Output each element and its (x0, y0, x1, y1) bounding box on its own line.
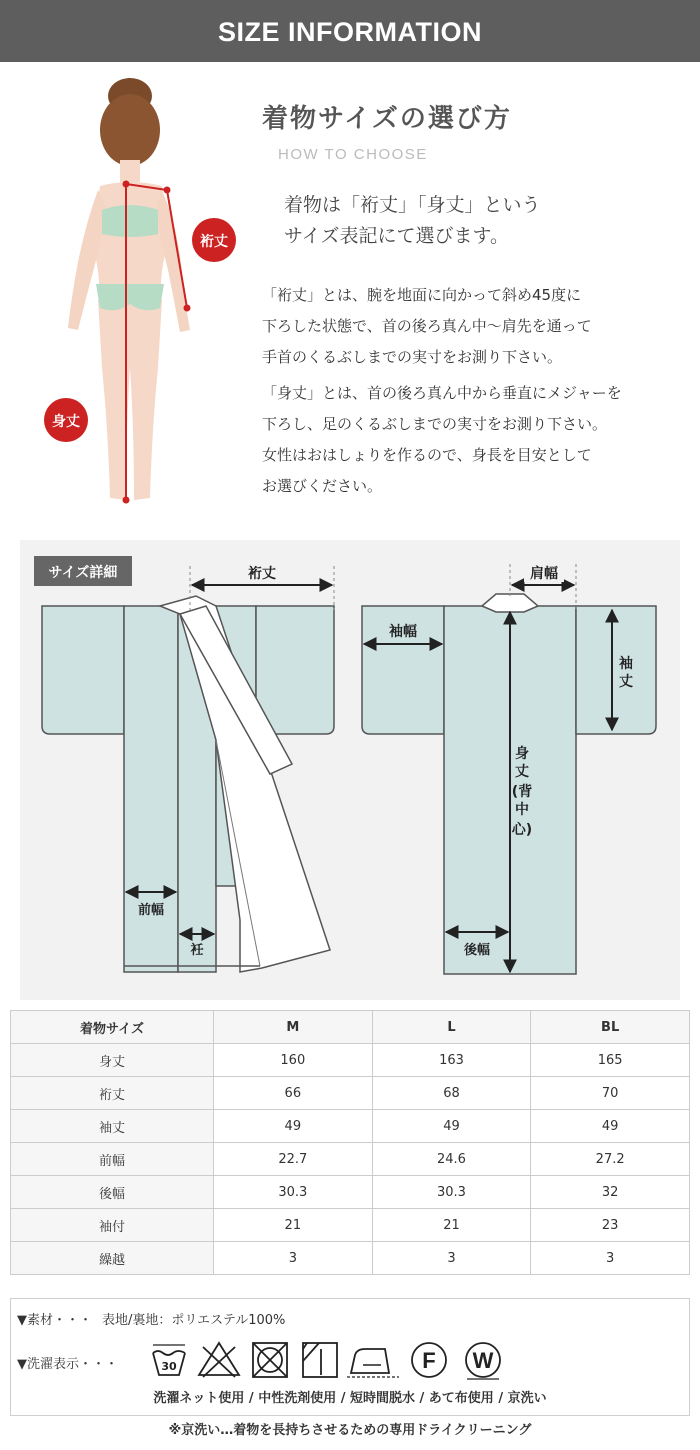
column-header: BL (531, 1011, 690, 1044)
section-title: 着物サイズの選び方 (262, 104, 512, 134)
kyo-arai-note: ※京洗い…着物を長持ちさせるための専用ドライクリーニング (168, 1423, 532, 1438)
table-cell: 32 (531, 1176, 690, 1209)
table-cell: 70 (531, 1077, 690, 1110)
wash-tub-icon (153, 1345, 185, 1375)
table-row (11, 1077, 690, 1110)
lead-line: 着物は「裄丈」「身丈」という (284, 194, 541, 216)
line-dry-shade-icon (303, 1343, 337, 1377)
description-line: 「裄丈」とは、腕を地面に向かって斜め45度に (262, 286, 582, 304)
iron-with-cloth-icon (347, 1349, 399, 1377)
table-header-row (11, 1011, 690, 1044)
row-label: 袖丈 (11, 1110, 214, 1143)
label-yukitake: 裄丈 (248, 566, 276, 582)
dry-clean-letter: F (422, 1348, 436, 1373)
table-cell: 160 (214, 1044, 373, 1077)
label-mitake-5: 心) (511, 822, 533, 838)
material-label: ▼素材・・・ (17, 1313, 92, 1328)
no-bleach-icon (199, 1343, 239, 1377)
care-instructions: 洗濯ネット使用 / 中性洗剤使用 / 短時間脱水 / あて布使用 / 京洗い (153, 1391, 547, 1406)
table-row (11, 1242, 690, 1275)
description-line: 下ろし、足のくるぶしまでの実寸をお測り下さい。 (262, 415, 608, 433)
table-cell: 30.3 (214, 1176, 373, 1209)
table-row (11, 1044, 690, 1077)
description-line: 手首のくるぶしまでの実寸をお測り下さい。 (262, 348, 563, 366)
body-figure-illustration (40, 68, 240, 528)
care-info-box (10, 1298, 690, 1416)
table-cell: 3 (372, 1242, 531, 1275)
badge-mitake: 身丈 (52, 414, 80, 430)
wash-temperature: 30 (161, 1360, 177, 1373)
column-header: M (214, 1011, 373, 1044)
table-cell: 30.3 (372, 1176, 531, 1209)
table-cell: 165 (531, 1044, 690, 1077)
wet-clean-w-icon (466, 1343, 500, 1379)
label-maehaba: 前幅 (137, 903, 165, 918)
table-cell: 3 (214, 1242, 373, 1275)
lead-line: サイズ表記にて選びます。 (284, 225, 509, 247)
care-symbols (149, 1339, 549, 1383)
table-cell: 68 (372, 1077, 531, 1110)
table-cell: 3 (531, 1242, 690, 1275)
label-mitake-1: 身 (515, 746, 529, 762)
table-cell: 27.2 (531, 1143, 690, 1176)
description-line: 「身丈」とは、首の後ろ真ん中から垂直にメジャーを (262, 384, 622, 402)
material-row (17, 1309, 285, 1328)
table-row (11, 1176, 690, 1209)
table-row (11, 1143, 690, 1176)
description-line: 女性はおはしょりを作るので、身長を目安として (262, 446, 592, 464)
wash-label: ▼洗濯表示・・・ (17, 1357, 118, 1372)
row-label: 袖付 (11, 1209, 214, 1242)
row-label: 裄丈 (11, 1077, 214, 1110)
row-label: 前幅 (11, 1143, 214, 1176)
table-cell: 66 (214, 1077, 373, 1110)
table-cell: 24.6 (372, 1143, 531, 1176)
kimono-size-diagram (20, 540, 680, 1000)
badge-yukitake: 裄丈 (200, 234, 228, 250)
table-cell: 21 (214, 1209, 373, 1242)
size-table (10, 1010, 690, 1275)
table-cell: 22.7 (214, 1143, 373, 1176)
material-value: 表地/裏地：ポリエステル100% (102, 1313, 286, 1328)
table-cell: 49 (531, 1110, 690, 1143)
row-label: 繰越 (11, 1242, 214, 1275)
row-label: 身丈 (11, 1044, 214, 1077)
table-cell: 23 (531, 1209, 690, 1242)
label-mitake-3: (背 (511, 784, 533, 800)
table-row (11, 1110, 690, 1143)
mitake-description (262, 378, 622, 502)
column-header: L (372, 1011, 531, 1044)
yukitake-description (262, 280, 592, 373)
description-line: 下ろした状態で、首の後ろ真ん中〜肩先を通って (262, 317, 592, 335)
table-row (11, 1209, 690, 1242)
section-subtitle: HOW TO CHOOSE (278, 146, 428, 163)
wet-clean-letter: W (472, 1348, 494, 1373)
banner-title: SIZE INFORMATION (218, 17, 482, 47)
label-mitake-4: 中 (515, 802, 529, 818)
label-mitake-2: 丈 (515, 764, 529, 780)
label-katahaba: 肩幅 (530, 566, 558, 582)
label-okumi: 衽 (190, 943, 204, 958)
label-sodetake-2: 丈 (619, 674, 633, 690)
label-sodehaba: 袖幅 (389, 624, 417, 640)
table-cell: 163 (372, 1044, 531, 1077)
dry-clean-f-icon (412, 1343, 446, 1377)
description-line: お選びください。 (262, 477, 383, 495)
column-header: 着物サイズ (11, 1011, 214, 1044)
label-ushirohaba: 後幅 (463, 943, 491, 958)
row-label: 後幅 (11, 1176, 214, 1209)
diagram-tag: サイズ詳細 (48, 565, 118, 581)
table-cell: 21 (372, 1209, 531, 1242)
no-tumble-dry-icon (253, 1343, 287, 1377)
label-sodetake-1: 袖 (619, 656, 633, 672)
table-cell: 49 (372, 1110, 531, 1143)
table-cell: 49 (214, 1110, 373, 1143)
lead-text (284, 190, 541, 252)
